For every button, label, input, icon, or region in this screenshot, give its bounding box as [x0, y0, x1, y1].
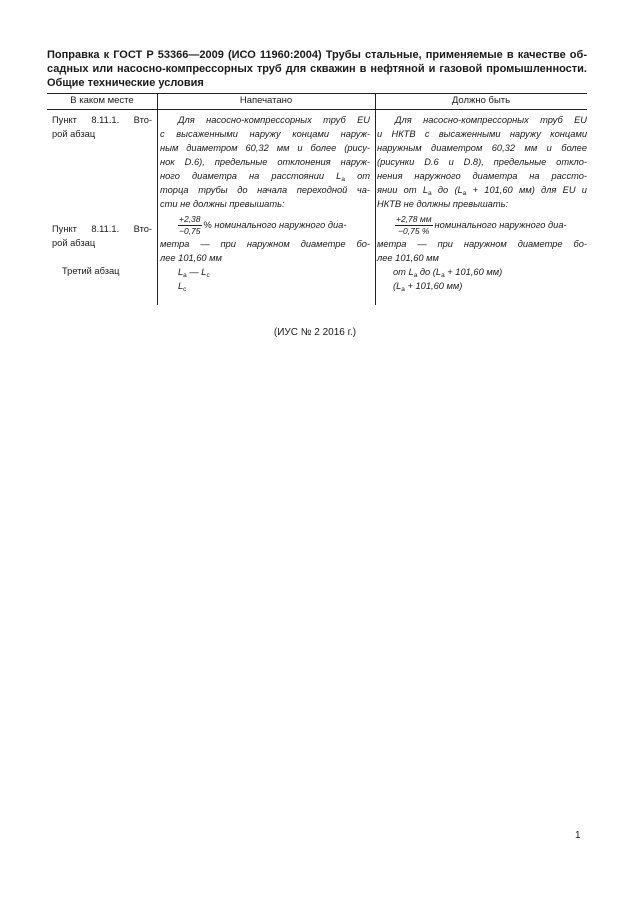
document-title: [47, 48, 587, 90]
symbol-sub: a: [401, 286, 405, 294]
row2-correct-line3: лее 101,60 мм: [377, 253, 439, 264]
symbol-sub: a: [413, 272, 418, 280]
symbol-sub: a: [183, 272, 187, 280]
row2-correct-line4-mid: до (: [419, 267, 436, 278]
row2-correct-line4-pre: от: [393, 267, 406, 278]
row1-correct-line4: (рисунки D.6 и D.8), предельные откло-: [377, 157, 587, 167]
row1-printed-line3: ным диаметром 60,32 мм и более (рису-: [160, 143, 370, 153]
row2-correct-line5-post: + 101,60 мм): [407, 281, 463, 292]
row1-correct-line1: Для насосно-компрессорных труб EU: [395, 115, 587, 125]
row2-correct-line5-pre: (: [393, 281, 397, 292]
tolerance-fraction: [178, 214, 202, 237]
row2-printed-after-fraction: номинального наружного диа-: [214, 220, 347, 230]
symbol-sub: a: [441, 272, 445, 280]
row2-where-cell: [52, 222, 152, 278]
tolerance-fraction: [395, 214, 433, 237]
row2-printed-line4: [160, 265, 370, 279]
fraction-denominator: −0,75 %: [398, 226, 430, 237]
row2-printed-line5: [160, 279, 370, 293]
row1-printed-line6: торца трубы до начала переходной ча-: [160, 185, 370, 195]
symbol-sub: c: [206, 272, 210, 280]
row1-where-cell: [52, 113, 152, 141]
row1-correct-line6-mid2: + 101,60 мм) для EU и: [472, 185, 587, 195]
table-column-divider-2: [375, 93, 376, 305]
symbol-L: L: [336, 171, 342, 181]
row2-printed-cell: [160, 214, 370, 293]
table-column-divider-1: [157, 93, 158, 305]
row2-printed-line2: метра — при наружном диаметре бо-: [160, 239, 370, 250]
symbol-L: L: [408, 267, 414, 278]
row1-correct-line6-mid1: до (: [437, 185, 458, 195]
row2-correct-after-fraction: номинального наружного диа-: [434, 220, 567, 230]
title-line-1: Поправка к ГОСТ Р 53366—2009 (ИСО 11960:2004) Трубы стальные, применяемые в качестве об-: [47, 49, 587, 61]
row1-printed-line5-suffix: от: [357, 171, 370, 181]
symbol-L: L: [435, 267, 442, 278]
header-where: В каком месте: [70, 95, 134, 106]
symbol-L: L: [396, 281, 402, 292]
row1-where-line2: рой абзац: [52, 129, 96, 139]
title-line-3: Общие технические условия: [47, 77, 204, 89]
row1-printed-line2: с высаженными наружу концами наруж-: [160, 129, 370, 139]
title-line-2: садных или насосно-компрессорных труб для скважин в нефтяной и газовой промышленности.: [47, 63, 587, 75]
header-printed: Напечатано: [239, 95, 293, 106]
row1-correct-line2: и НКТВ с высаженными наружу концами: [377, 129, 587, 139]
row2-correct-line4: [377, 265, 587, 279]
header-correct: Должно быть: [451, 95, 511, 106]
row2-printed-line3: лее 101,60 мм: [160, 253, 222, 264]
row1-printed-line7: сти не должны превышать:: [160, 199, 285, 209]
fraction-denominator: −0,75: [179, 226, 201, 237]
fraction-unit: %: [203, 220, 212, 230]
row1-printed-line4: нок D.6), предельные отклонения наруж-: [160, 157, 370, 167]
row1-correct-line5: нения наружного диаметра на рассто-: [377, 171, 587, 181]
fraction-numerator: +2,78 мм: [396, 214, 432, 225]
row2-printed-line1: [160, 214, 370, 237]
symbol-sub: a: [428, 190, 432, 197]
symbol-L: L: [201, 267, 207, 278]
row1-correct-cell: [377, 113, 587, 211]
table-header-border: [47, 109, 587, 110]
table-top-border: [47, 93, 587, 94]
symbol-sub: a: [341, 176, 345, 183]
row2-correct-line2: метра — при наружном диаметре бо-: [377, 239, 587, 250]
row1-printed-cell: [160, 113, 370, 211]
symbol-L: L: [178, 267, 184, 278]
row1-correct-line6-text: янии от: [377, 185, 417, 195]
symbol-sub: c: [183, 286, 187, 294]
row1-where-line1: Пункт 8.11.1. Вто-: [52, 115, 152, 125]
symbol-L: L: [457, 185, 463, 195]
row1-printed-line5: [160, 169, 370, 183]
source-note: (ИУС № 2 2016 г.): [273, 327, 357, 338]
row1-correct-line7: НКТВ не должны превышать:: [377, 199, 509, 209]
page-number: 1: [575, 830, 581, 841]
row2-where-line2: рой абзац: [52, 238, 96, 248]
row1-correct-line6: [377, 183, 587, 197]
row1-correct-line3: наружным диаметром 60,32 мм и более: [377, 143, 587, 153]
row1-printed-line5-text: ного диаметра на расстоянии: [160, 171, 325, 181]
symbol-L: L: [178, 281, 184, 292]
row2-correct-line4-post: + 101,60 мм): [447, 267, 503, 278]
fraction-numerator: +2,38: [179, 214, 201, 225]
dash: —: [189, 267, 199, 278]
row2-correct-cell: [377, 214, 587, 293]
row2-correct-line1: [377, 214, 587, 237]
symbol-L: L: [422, 185, 429, 195]
symbol-sub: a: [462, 190, 467, 197]
row2-correct-line5: [377, 279, 587, 293]
row1-printed-line1: Для насосно-компрессорных труб EU: [178, 115, 370, 125]
row2-where-line3: Третий абзац: [62, 266, 120, 276]
row2-where-line1: Пункт 8.11.1. Вто-: [52, 224, 152, 234]
